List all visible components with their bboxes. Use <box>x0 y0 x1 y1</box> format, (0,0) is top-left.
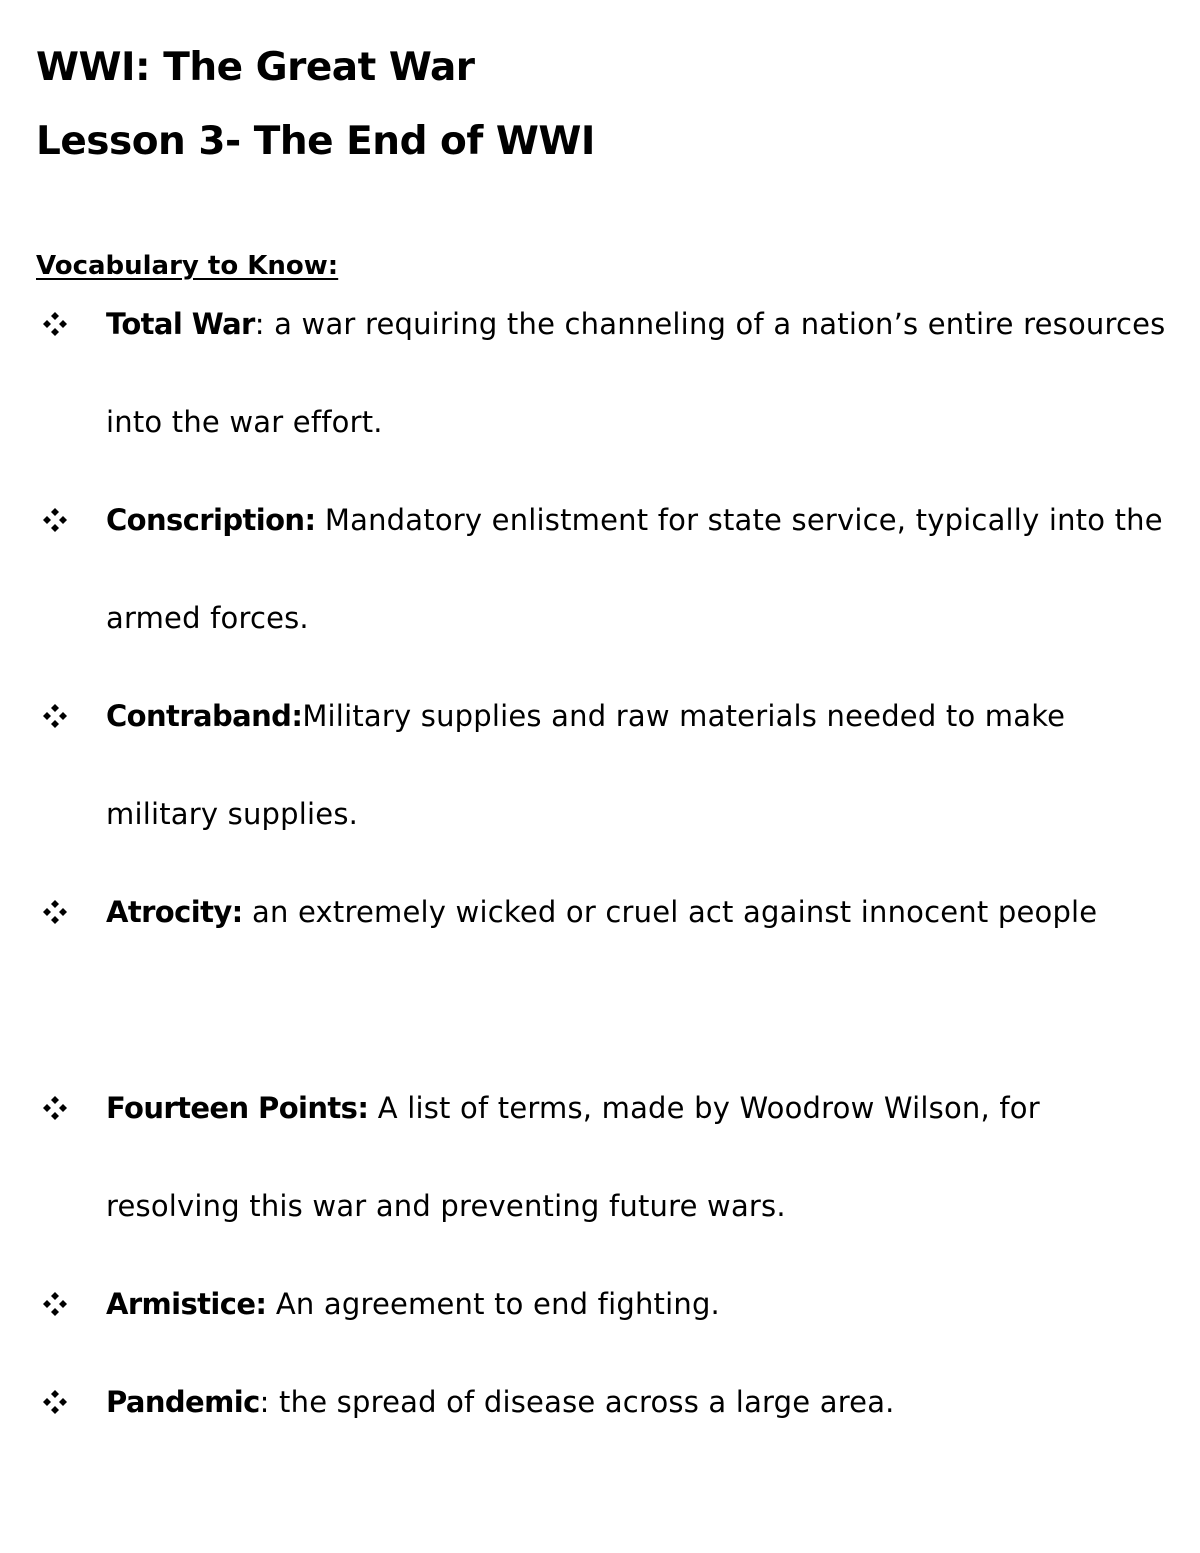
vocabulary-definition: An agreement to end fighting. <box>266 1287 720 1321</box>
vocabulary-definition: an extremely wicked or cruel act against innocent people <box>242 895 1098 929</box>
vocabulary-definition: Mandatory enlistment for state service, typically into the armed forces. <box>106 503 1163 635</box>
vocabulary-entry <box>106 667 1181 863</box>
diamond-cluster-icon <box>40 696 70 736</box>
vocabulary-definition: : a war requiring the channeling of a nation’s entire resources into the war effort. <box>106 307 1166 439</box>
vocabulary-term: Contraband: <box>106 699 303 733</box>
diamond-cluster-icon <box>40 892 70 932</box>
diamond-cluster-icon <box>40 500 70 540</box>
diamond-cluster-icon <box>40 304 70 344</box>
document-title: WWI: The Great War <box>36 45 475 90</box>
vocabulary-term: Fourteen Points: <box>106 1091 369 1125</box>
lesson-title: Lesson 3- The End of WWI <box>36 119 595 164</box>
vocabulary-term: Pandemic <box>106 1385 260 1419</box>
vocabulary-entry <box>106 1255 1181 1353</box>
vocabulary-definition: : the spread of disease across a large area. <box>259 1385 895 1419</box>
vocabulary-entry <box>106 1059 1181 1255</box>
vocabulary-term: Atrocity: <box>106 895 243 929</box>
vocabulary-term: Armistice: <box>106 1287 267 1321</box>
vocabulary-definition: A list of terms, made by Woodrow Wilson, for resolving this war and preventing future wars. <box>106 1091 1040 1223</box>
diamond-cluster-icon <box>40 1284 70 1324</box>
vocabulary-term: Conscription: <box>106 503 316 537</box>
vocabulary-definition: Military supplies and raw materials needed to make military supplies. <box>106 699 1066 831</box>
diamond-cluster-icon <box>40 1088 70 1128</box>
vocabulary-entry <box>106 863 1181 961</box>
vocabulary-entry <box>106 471 1181 667</box>
vocabulary-term: Total War <box>106 307 255 341</box>
vocabulary-entry <box>106 1353 1181 1451</box>
vocabulary-heading: Vocabulary to Know: <box>36 251 339 281</box>
vocabulary-entry <box>106 275 1181 471</box>
diamond-cluster-icon <box>40 1382 70 1422</box>
